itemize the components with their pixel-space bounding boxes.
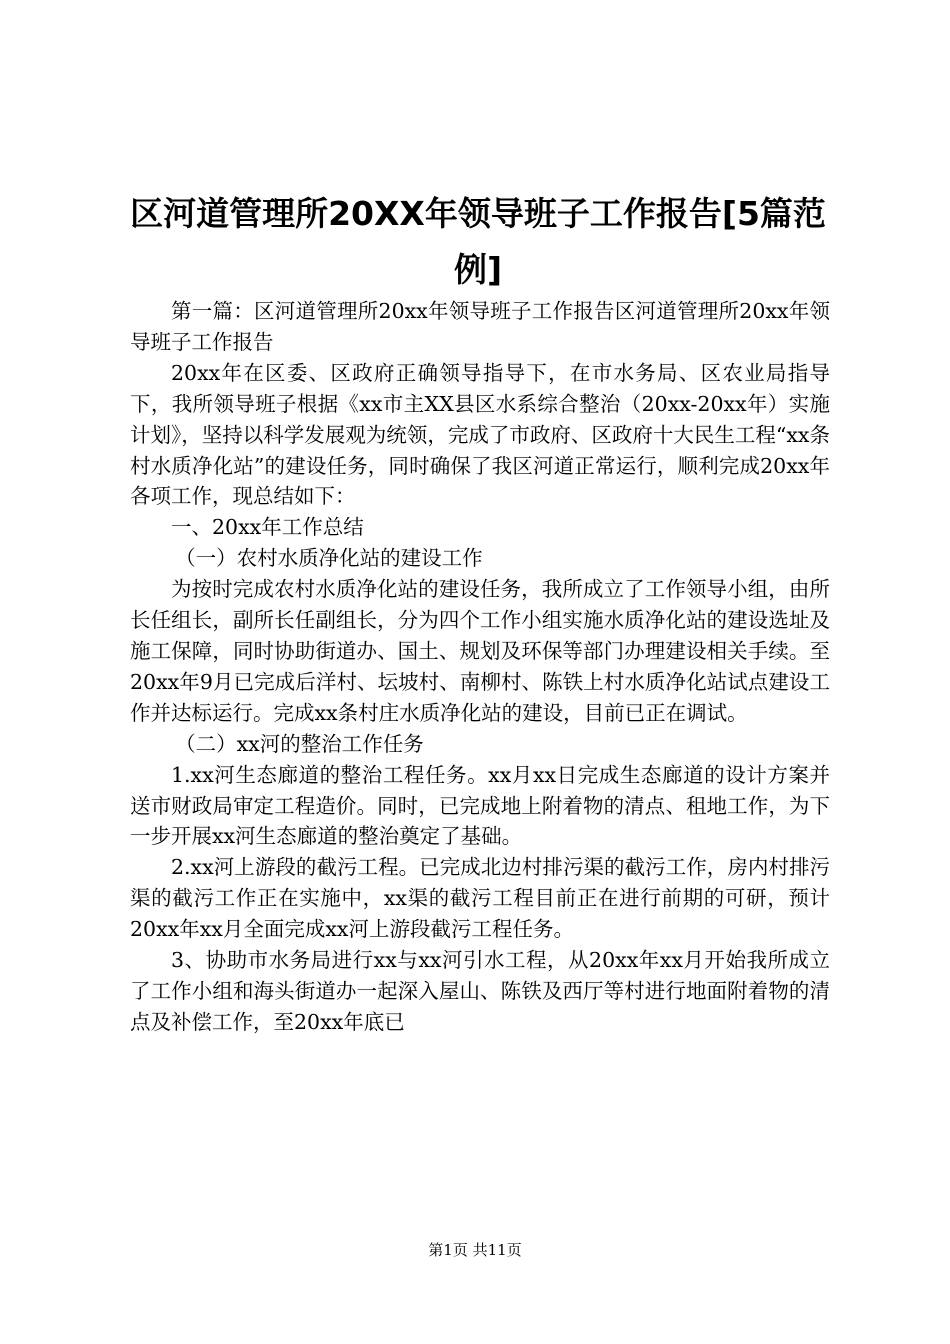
paragraph-station-construction: 为按时完成农村水质净化站的建设任务，我所成立了工作领导小组，由所长任组长，副所长任副组长，分为四个工作小组实施水质净化站的建设选址及施工保障，同时协助街道办、国土、规划及环保等部门办理建设相关手续。至20xx年9月已完成后洋村、坛坡村、南柳村、陈铁上村水质净化站试点建设工作并达标运行。完成xx条村庄水质净化站的建设，目前已正在调试。	[130, 577, 830, 725]
paragraph-heading-1: 第一篇：区河道管理所20xx年领导班子工作报告区河道管理所20xx年领导班子工作报告	[130, 299, 830, 354]
subsection-heading-2: （二）xx河的整治工作任务	[175, 731, 424, 756]
subsection-heading-1: （一）农村水质净化站的建设工作	[175, 546, 483, 571]
page-footer: 第1页 共11页	[428, 1241, 522, 1259]
paragraph-item-2: 2.xx河上游段的截污工程。已完成北边村排污渠的截污工作，房内村排污渠的截污工作正在实施中，xx渠的截污工程目前正在进行前期的可研，预计20xx年xx月全面完成xx河上游段截污工程任务。	[130, 855, 830, 942]
paragraph-intro: 20xx年在区委、区政府正确领导指导下，在市水务局、区农业局指导下，我所领导班子根据《xx市主XX县区水系综合整治（20xx-20xx年）实施计划》，坚持以科学发展观为统领，完成了市政府、区政府十大民生工程“xx条村水质净化站”的建设任务，同时确保了我区河道正常运行，顺利完成20xx年各项工作，现总结如下：	[130, 360, 830, 509]
paragraph-item-1: 1.xx河生态廊道的整治工程任务。xx月xx日完成生态廊道的设计方案并送市财政局审定工程造价。同时，已完成地上附着物的清点、租地工作，为下一步开展xx河生态廊道的整治奠定了基础。	[130, 762, 830, 849]
document-title: 区河道管理所20XX年领导班子工作报告[5篇范例]	[130, 194, 826, 289]
section-heading-summary: 一、20xx年工作总结	[171, 515, 364, 540]
document-body	[130, 296, 830, 1038]
paragraph-item-3: 3、协助市水务局进行xx与xx河引水工程，从20xx年xx月开始我所成立了工作小组和海头街道办一起深入屋山、陈铁及西厅等村进行地面附着物的清点及补偿工作，至20xx年底已	[130, 948, 830, 1034]
